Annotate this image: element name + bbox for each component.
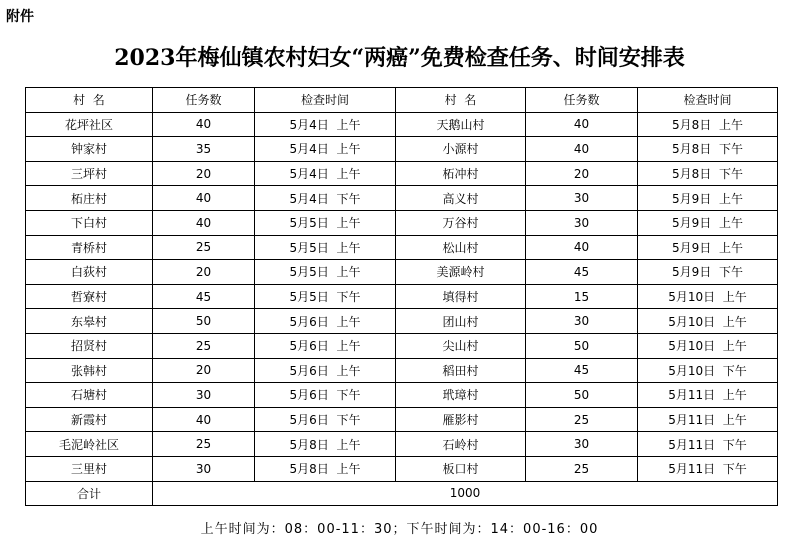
task-count-cell: 40 [153,112,255,137]
village-name-cell: 万谷村 [396,210,526,235]
total-value: 1000 [153,481,778,506]
check-time-cell: 5月11日 上午 [638,383,778,408]
village-name-cell: 钟家村 [26,137,153,162]
check-time-cell: 5月6日 上午 [255,333,396,358]
check-time-cell: 5月9日 上午 [638,210,778,235]
task-count-cell: 40 [153,210,255,235]
table-row [26,260,778,285]
check-time-cell: 5月10日 上午 [638,309,778,334]
village-name-cell: 三坪村 [26,161,153,186]
village-name-cell: 填得村 [396,284,526,309]
check-time-cell: 5月9日 上午 [638,186,778,211]
village-name-cell: 花坪社区 [26,112,153,137]
task-count-cell: 25 [526,456,638,481]
task-count-cell: 40 [526,137,638,162]
task-count-cell: 20 [526,161,638,186]
task-count-cell: 30 [153,383,255,408]
check-time-cell: 5月11日 上午 [638,407,778,432]
village-name-cell: 招贤村 [26,333,153,358]
check-time-cell: 5月4日 上午 [255,161,396,186]
village-name-cell: 尖山村 [396,333,526,358]
task-count-cell: 20 [153,358,255,383]
table-row [26,161,778,186]
task-count-cell: 40 [153,407,255,432]
village-name-cell: 下白村 [26,210,153,235]
check-time-cell: 5月6日 下午 [255,407,396,432]
task-count-cell: 40 [526,112,638,137]
check-time-cell: 5月5日 上午 [255,260,396,285]
village-name-cell: 小源村 [396,137,526,162]
check-time-cell: 5月8日 上午 [255,456,396,481]
task-count-cell: 15 [526,284,638,309]
task-count-cell: 50 [526,383,638,408]
header-quota-right: 任务数 [526,88,638,113]
village-name-cell: 柘庄村 [26,186,153,211]
table-row [26,309,778,334]
village-name-cell: 石塘村 [26,383,153,408]
village-name-cell: 东皋村 [26,309,153,334]
task-count-cell: 30 [526,432,638,457]
check-time-cell: 5月4日 下午 [255,186,396,211]
table-row [26,112,778,137]
task-count-cell: 30 [526,186,638,211]
table-row [26,456,778,481]
check-time-cell: 5月5日 下午 [255,284,396,309]
check-time-cell: 5月8日 下午 [638,161,778,186]
table-header-row [26,88,778,113]
check-time-cell: 5月8日 下午 [638,137,778,162]
check-time-cell: 5月6日 下午 [255,383,396,408]
task-count-cell: 25 [526,407,638,432]
village-name-cell: 青桥村 [26,235,153,260]
table-body [26,112,778,481]
village-name-cell: 稻田村 [396,358,526,383]
check-time-cell: 5月10日 下午 [638,358,778,383]
check-time-cell: 5月10日 上午 [638,284,778,309]
task-count-cell: 50 [153,309,255,334]
task-count-cell: 50 [526,333,638,358]
attachment-label: 附件 [6,9,34,25]
table-row [26,333,778,358]
village-name-cell: 石岭村 [396,432,526,457]
table-row [26,383,778,408]
village-name-cell: 松山村 [396,235,526,260]
check-time-cell: 5月10日 上午 [638,333,778,358]
table-row [26,235,778,260]
task-count-cell: 25 [153,432,255,457]
header-village-right: 村 名 [396,88,526,113]
header-time-right: 检查时间 [638,88,778,113]
task-count-cell: 40 [526,235,638,260]
village-name-cell: 板口村 [396,456,526,481]
task-count-cell: 35 [153,137,255,162]
check-time-cell: 5月11日 下午 [638,432,778,457]
task-count-cell: 25 [153,235,255,260]
check-time-cell: 5月6日 上午 [255,358,396,383]
village-name-cell: 哲寮村 [26,284,153,309]
table-row [26,407,778,432]
check-time-cell: 5月6日 上午 [255,309,396,334]
task-count-cell: 45 [526,358,638,383]
table-total-row [26,481,778,506]
task-count-cell: 30 [526,309,638,334]
task-count-cell: 45 [526,260,638,285]
check-time-cell: 5月8日 上午 [255,432,396,457]
village-name-cell: 玳璋村 [396,383,526,408]
document-title: 2023年梅仙镇农村妇女“两癌”免费检查任务、时间安排表 [114,45,685,71]
village-name-cell: 团山村 [396,309,526,334]
task-count-cell: 40 [153,186,255,211]
check-time-cell: 5月5日 上午 [255,235,396,260]
header-quota-left: 任务数 [153,88,255,113]
check-time-cell: 5月11日 下午 [638,456,778,481]
schedule-table [25,87,778,506]
table-row [26,358,778,383]
village-name-cell: 三里村 [26,456,153,481]
time-note: 上午时间为：08：00-11：30；下午时间为：14：00-16：00 [200,522,599,537]
village-name-cell: 白荻村 [26,260,153,285]
header-time-left: 检查时间 [255,88,396,113]
total-label: 合计 [26,481,153,506]
table-row [26,284,778,309]
check-time-cell: 5月5日 上午 [255,210,396,235]
village-name-cell: 高义村 [396,186,526,211]
village-name-cell: 天鹅山村 [396,112,526,137]
village-name-cell: 美源岭村 [396,260,526,285]
task-count-cell: 45 [153,284,255,309]
task-count-cell: 30 [153,456,255,481]
task-count-cell: 20 [153,161,255,186]
table-row [26,432,778,457]
check-time-cell: 5月9日 下午 [638,260,778,285]
check-time-cell: 5月4日 上午 [255,112,396,137]
task-count-cell: 20 [153,260,255,285]
village-name-cell: 柘冲村 [396,161,526,186]
table-row [26,186,778,211]
village-name-cell: 张韩村 [26,358,153,383]
task-count-cell: 30 [526,210,638,235]
check-time-cell: 5月8日 上午 [638,112,778,137]
check-time-cell: 5月4日 上午 [255,137,396,162]
check-time-cell: 5月9日 上午 [638,235,778,260]
header-village-left: 村 名 [26,88,153,113]
table-row [26,137,778,162]
village-name-cell: 雁影村 [396,407,526,432]
task-count-cell: 25 [153,333,255,358]
village-name-cell: 新霞村 [26,407,153,432]
village-name-cell: 毛泥岭社区 [26,432,153,457]
table-row [26,210,778,235]
